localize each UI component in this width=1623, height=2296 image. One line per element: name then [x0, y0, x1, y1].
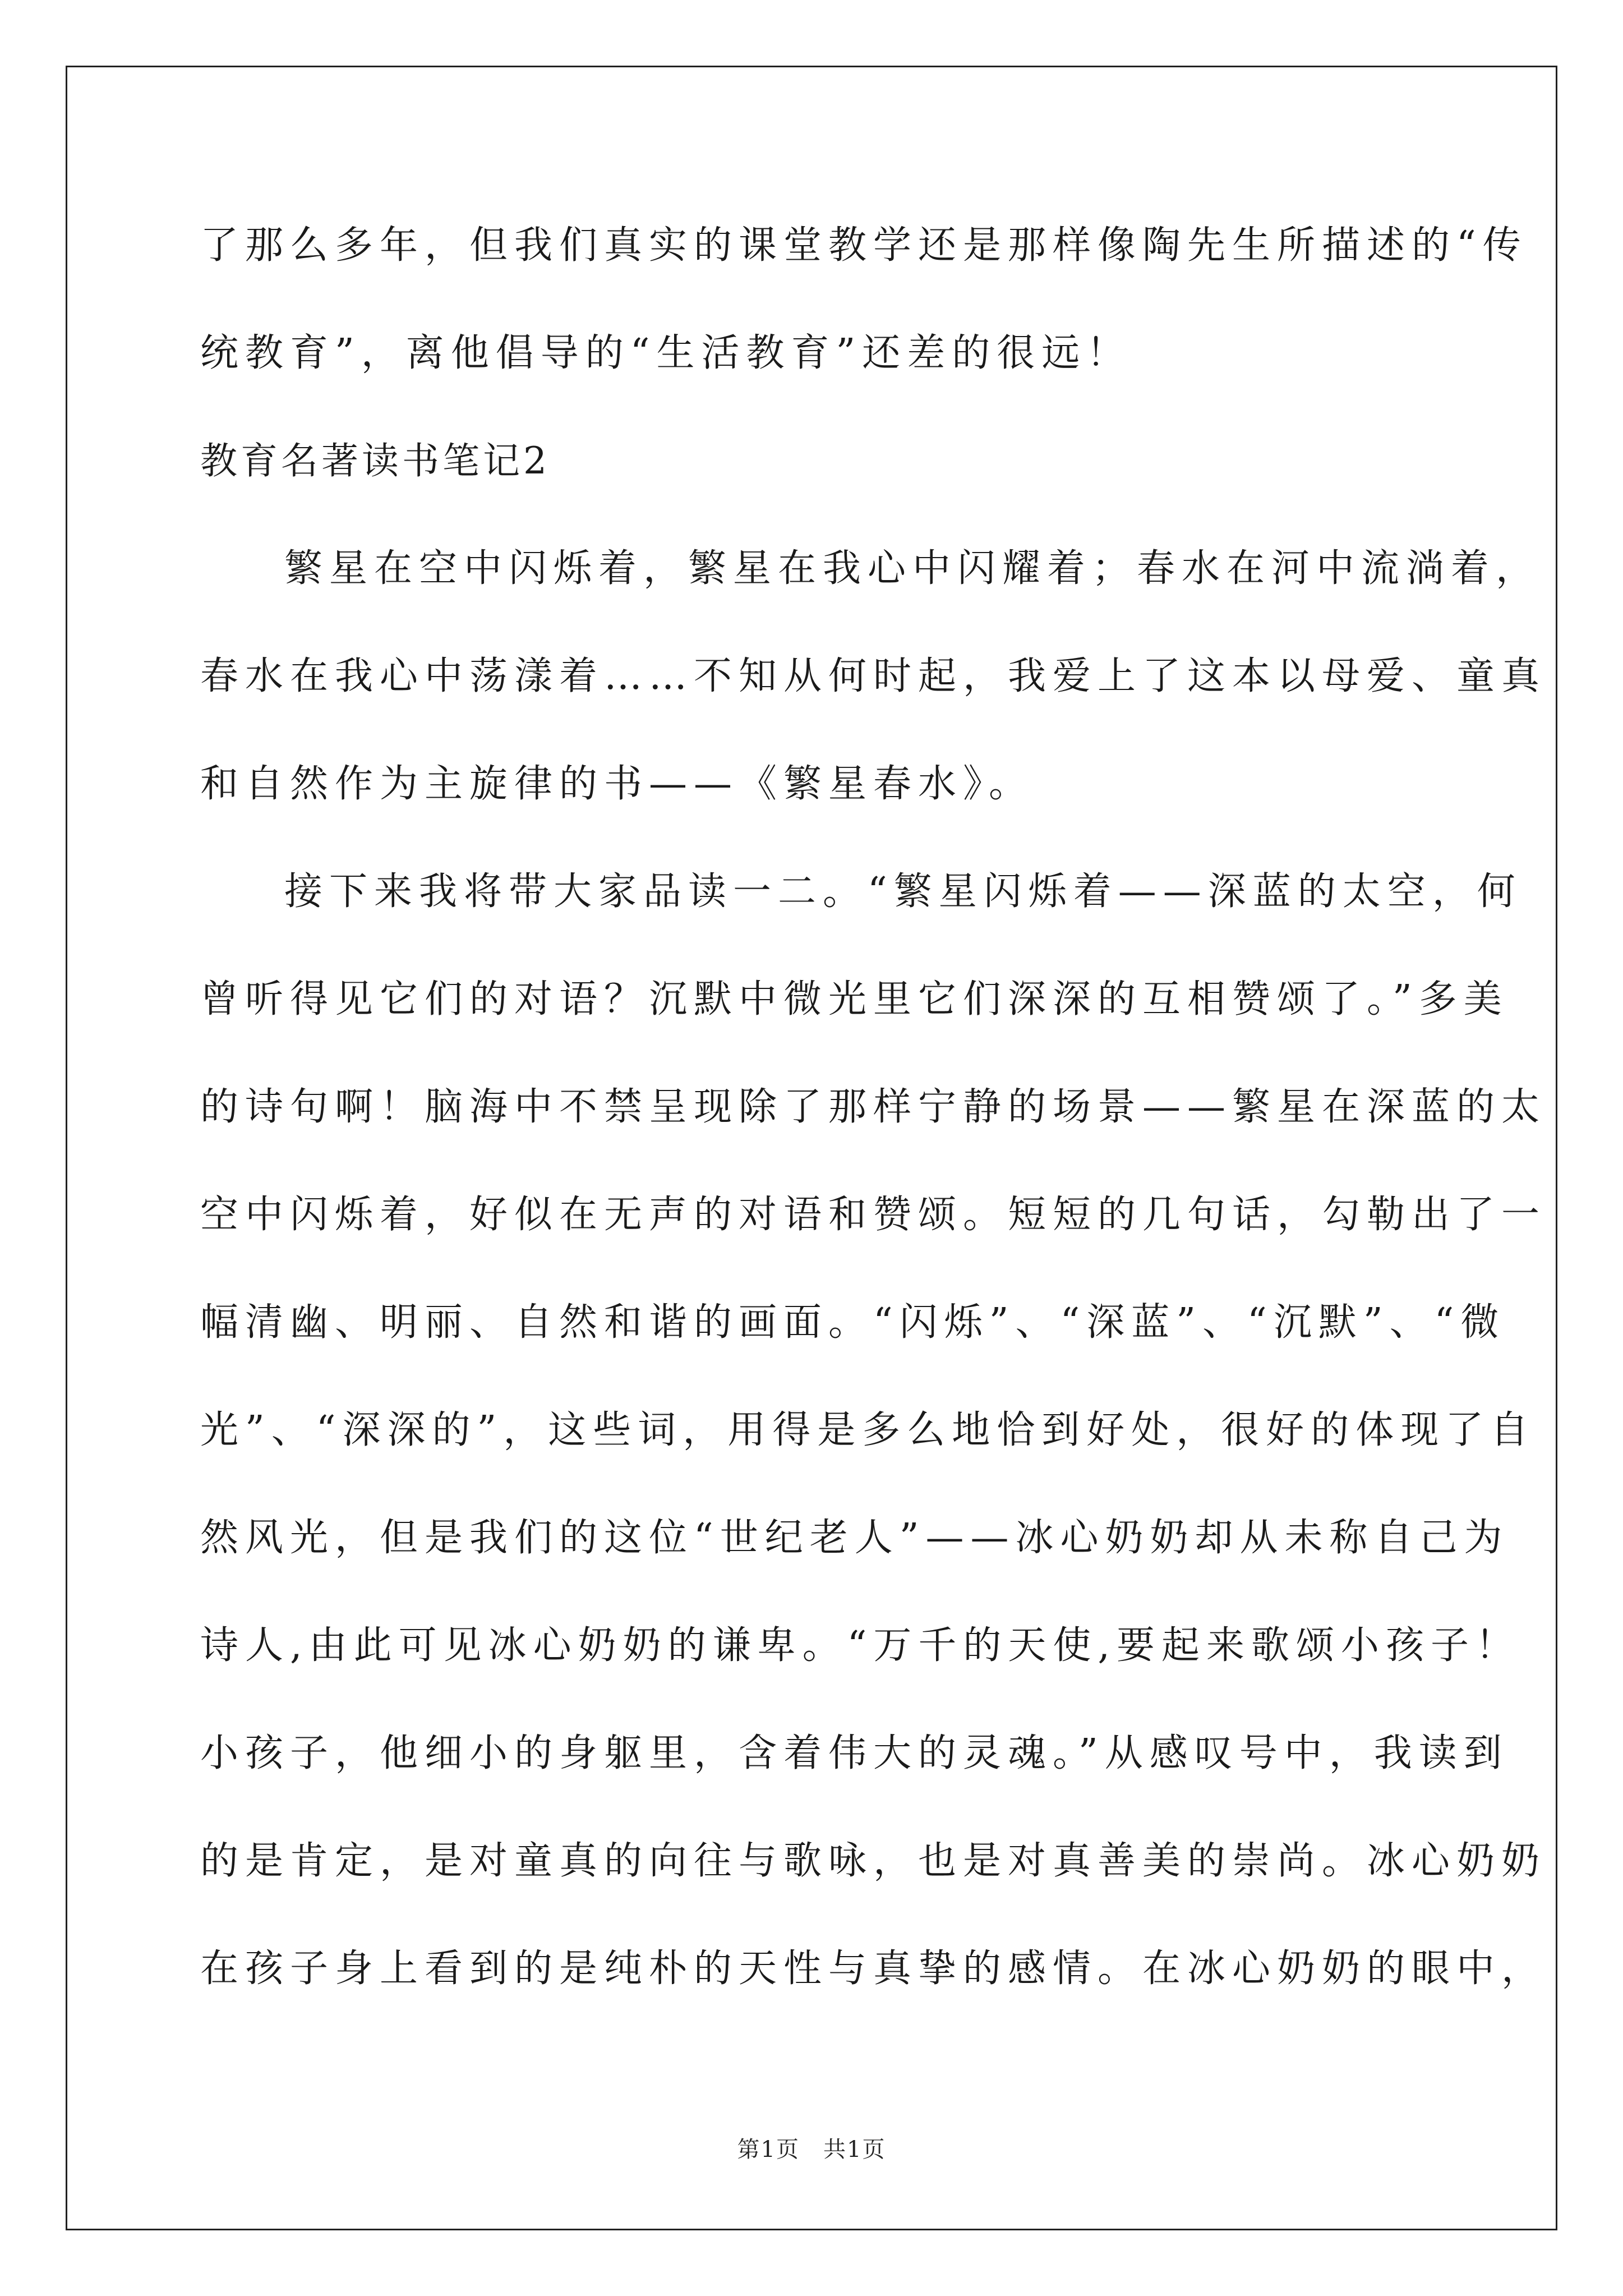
- text-line: 空中闪烁着，好似在无声的对语和赞颂。短短的几句话，勾勒出了一: [200, 1193, 1547, 1237]
- document-body: [200, 219, 1547, 1996]
- text-line: 在孩子身上看到的是纯朴的天性与真挚的感情。在冰心奶奶的眼中，: [200, 1947, 1547, 1991]
- text-line: 小孩子，他细小的身躯里，含着伟大的灵魂。”从感叹号中，我读到: [200, 1731, 1509, 1775]
- text-line: 春水在我心中荡漾着……不知从何时起，我爱上了这本以母爱、童真: [200, 654, 1547, 698]
- text-line: 和自然作为主旋律的书——《繁星春水》。: [200, 762, 1034, 806]
- text-line: 接下来我将带大家品读一二。“繁星闪烁着——深蓝的太空，何: [284, 869, 1522, 914]
- section-title: 教育名著读书笔记2: [200, 439, 550, 482]
- text-line: 了那么多年，但我们真实的课堂教学还是那样像陶先生所描述的“传: [200, 223, 1528, 268]
- intro-paragraph: [200, 219, 1528, 380]
- text-line: 幅清幽、明丽、自然和谐的画面。“闪烁”、“深蓝”、“沉默”、“微: [200, 1300, 1506, 1345]
- text-line: 光”、“深深的”，这些词，用得是多么地恰到好处，很好的体现了自: [200, 1408, 1536, 1452]
- paragraph-2: [200, 865, 1547, 1996]
- text-line: 然风光，但是我们的这位“世纪老人”——冰心奶奶却从未称自己为: [200, 1516, 1509, 1560]
- text-line: 的是肯定，是对童真的向往与歌咏，也是对真善美的崇尚。冰心奶奶: [200, 1839, 1547, 1883]
- text-line: 的诗句啊！脑海中不禁呈现除了那样宁静的场景——繁星在深蓝的太: [200, 1085, 1547, 1129]
- paragraph-1: [200, 542, 1547, 811]
- page-number: 第1页 共1页: [737, 2137, 886, 2162]
- text-line: 诗人,由此可见冰心奶奶的谦卑。“万千的天使,要起来歌颂小孩子！: [200, 1623, 1520, 1668]
- text-line: 曾听得见它们的对语？沉默中微光里它们深深的互相赞颂了。”多美: [200, 977, 1509, 1022]
- text-line: 繁星在空中闪烁着，繁星在我心中闪耀着；春水在河中流淌着，: [284, 546, 1541, 591]
- text-line: 统教育”，离他倡导的“生活教育”还差的很远！: [200, 331, 1132, 375]
